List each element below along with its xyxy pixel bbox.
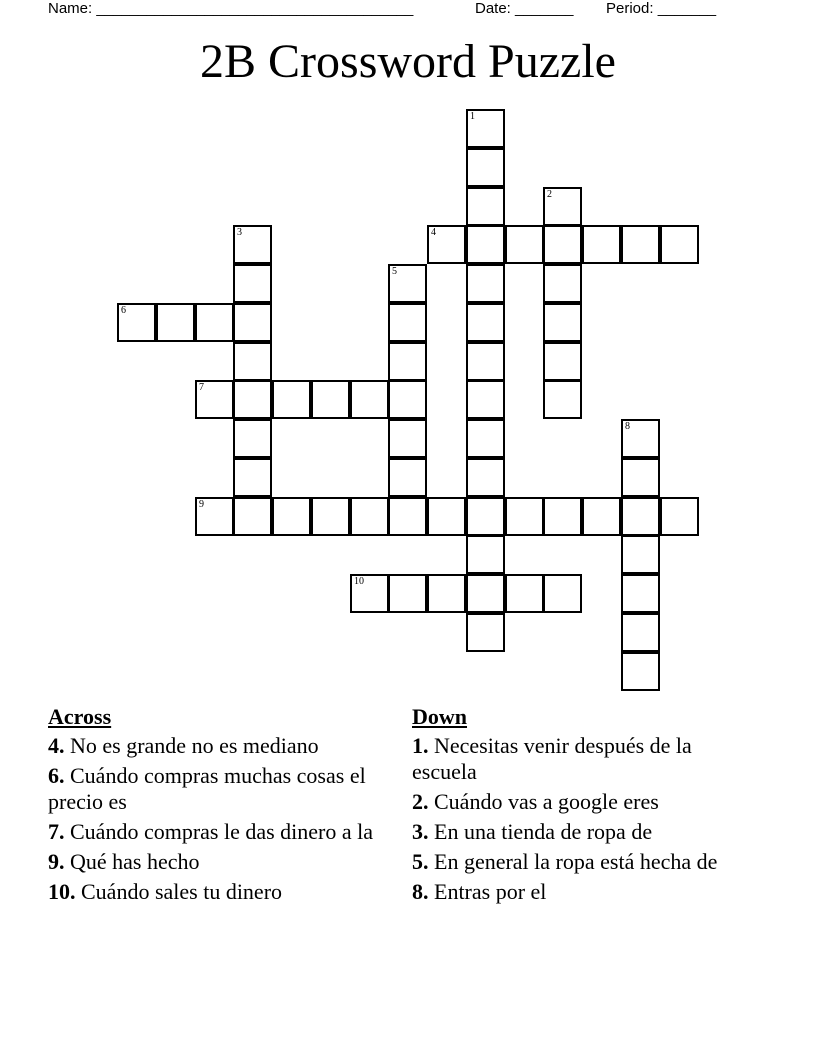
crossword-cell[interactable] — [466, 419, 505, 458]
crossword-cell[interactable] — [621, 419, 660, 458]
crossword-cell[interactable] — [466, 535, 505, 574]
crossword-cell[interactable] — [233, 497, 272, 536]
crossword-cell[interactable] — [311, 497, 350, 536]
crossword-cell[interactable] — [621, 535, 660, 574]
crossword-cell[interactable] — [543, 497, 582, 536]
crossword-cell[interactable] — [466, 109, 505, 148]
crossword-cell[interactable] — [388, 303, 427, 342]
clue-number: 5 — [392, 266, 397, 277]
crossword-cell[interactable] — [117, 303, 156, 342]
page-title: 2B Crossword Puzzle — [200, 35, 616, 88]
crossword-cell[interactable] — [272, 380, 311, 419]
crossword-cell[interactable] — [621, 225, 660, 264]
crossword-cell[interactable] — [466, 303, 505, 342]
period-field[interactable]: Period: _______ — [606, 0, 717, 17]
clue-down-1: 1. Necesitas venir después de la escuela — [412, 733, 692, 784]
crossword-cell[interactable] — [543, 264, 582, 303]
crossword-cell[interactable] — [272, 497, 311, 536]
crossword-cell[interactable] — [195, 497, 234, 536]
crossword-cell[interactable] — [388, 264, 427, 303]
clue-number: 3 — [237, 227, 242, 238]
name-field[interactable]: Name: ______________________________________ — [48, 0, 414, 17]
clue-across-6: 6. Cuándo compras muchas cosas el precio es — [48, 763, 366, 814]
crossword-cell[interactable] — [621, 458, 660, 497]
crossword-cell[interactable] — [466, 342, 505, 381]
crossword-cell[interactable] — [233, 342, 272, 381]
clue-number: 7 — [199, 382, 204, 393]
crossword-cell[interactable] — [388, 380, 427, 419]
clue-across-4: 4. No es grande no es mediano — [48, 733, 319, 758]
crossword-cell[interactable] — [621, 652, 660, 691]
crossword-cell[interactable] — [388, 419, 427, 458]
crossword-cell[interactable] — [466, 458, 505, 497]
clue-across-7: 7. Cuándo compras le das dinero a la — [48, 819, 374, 844]
crossword-cell[interactable] — [156, 303, 195, 342]
clue-number: 1 — [470, 111, 475, 122]
clue-number: 6 — [121, 305, 126, 316]
crossword-cell[interactable] — [621, 574, 660, 613]
down-heading: Down — [412, 704, 468, 729]
clue-number: 2 — [547, 189, 552, 200]
crossword-cell[interactable] — [621, 613, 660, 652]
crossword-cell[interactable] — [660, 225, 699, 264]
crossword-cell[interactable] — [505, 225, 544, 264]
crossword-cell[interactable] — [427, 574, 466, 613]
crossword-cell[interactable] — [466, 225, 505, 264]
across-heading: Across — [48, 704, 112, 729]
clue-down-5: 5. En general la ropa está hecha de — [412, 849, 718, 874]
crossword-cell[interactable] — [543, 574, 582, 613]
down-clues — [412, 704, 742, 909]
crossword-cell[interactable] — [388, 458, 427, 497]
crossword-cell[interactable] — [233, 225, 272, 264]
crossword-cell[interactable] — [466, 380, 505, 419]
crossword-cell[interactable] — [543, 380, 582, 419]
crossword-cell[interactable] — [505, 574, 544, 613]
across-clues — [48, 704, 388, 909]
crossword-cell[interactable] — [311, 380, 350, 419]
crossword-cell[interactable] — [233, 458, 272, 497]
clue-number: 10 — [354, 576, 364, 587]
clue-number: 8 — [625, 421, 630, 432]
crossword-cell[interactable] — [466, 148, 505, 187]
crossword-cell[interactable] — [505, 497, 544, 536]
clue-down-3: 3. En una tienda de ropa de — [412, 819, 653, 844]
crossword-cell[interactable] — [466, 497, 505, 536]
clue-down-2: 2. Cuándo vas a google eres — [412, 789, 659, 814]
crossword-cell[interactable] — [350, 380, 389, 419]
crossword-cell[interactable] — [660, 497, 699, 536]
crossword-cell[interactable] — [233, 303, 272, 342]
crossword-cell[interactable] — [350, 497, 389, 536]
crossword-cell[interactable] — [466, 264, 505, 303]
crossword-cell[interactable] — [466, 574, 505, 613]
clue-number: 4 — [431, 227, 436, 238]
crossword-cell[interactable] — [350, 574, 389, 613]
crossword-cell[interactable] — [543, 187, 582, 226]
crossword-cell[interactable] — [233, 264, 272, 303]
crossword-cell[interactable] — [621, 497, 660, 536]
crossword-cell[interactable] — [195, 303, 234, 342]
clue-down-8: 8. Entras por el — [412, 879, 547, 904]
crossword-cell[interactable] — [582, 225, 621, 264]
crossword-cell[interactable] — [543, 303, 582, 342]
crossword-cell[interactable] — [466, 613, 505, 652]
crossword-cell[interactable] — [233, 380, 272, 419]
crossword-cell[interactable] — [388, 574, 427, 613]
crossword-cell[interactable] — [543, 225, 582, 264]
date-field[interactable]: Date: _______ — [475, 0, 574, 17]
crossword-cell[interactable] — [388, 497, 427, 536]
crossword-cell[interactable] — [195, 380, 234, 419]
clue-number: 9 — [199, 499, 204, 510]
crossword-cell[interactable] — [427, 497, 466, 536]
crossword-cell[interactable] — [233, 419, 272, 458]
crossword-cell[interactable] — [427, 225, 466, 264]
clue-across-10: 10. Cuándo sales tu dinero — [48, 879, 283, 904]
clue-across-9: 9. Qué has hecho — [48, 849, 200, 874]
crossword-cell[interactable] — [543, 342, 582, 381]
crossword-cell[interactable] — [388, 342, 427, 381]
crossword-cell[interactable] — [466, 187, 505, 226]
crossword-cell[interactable] — [582, 497, 621, 536]
